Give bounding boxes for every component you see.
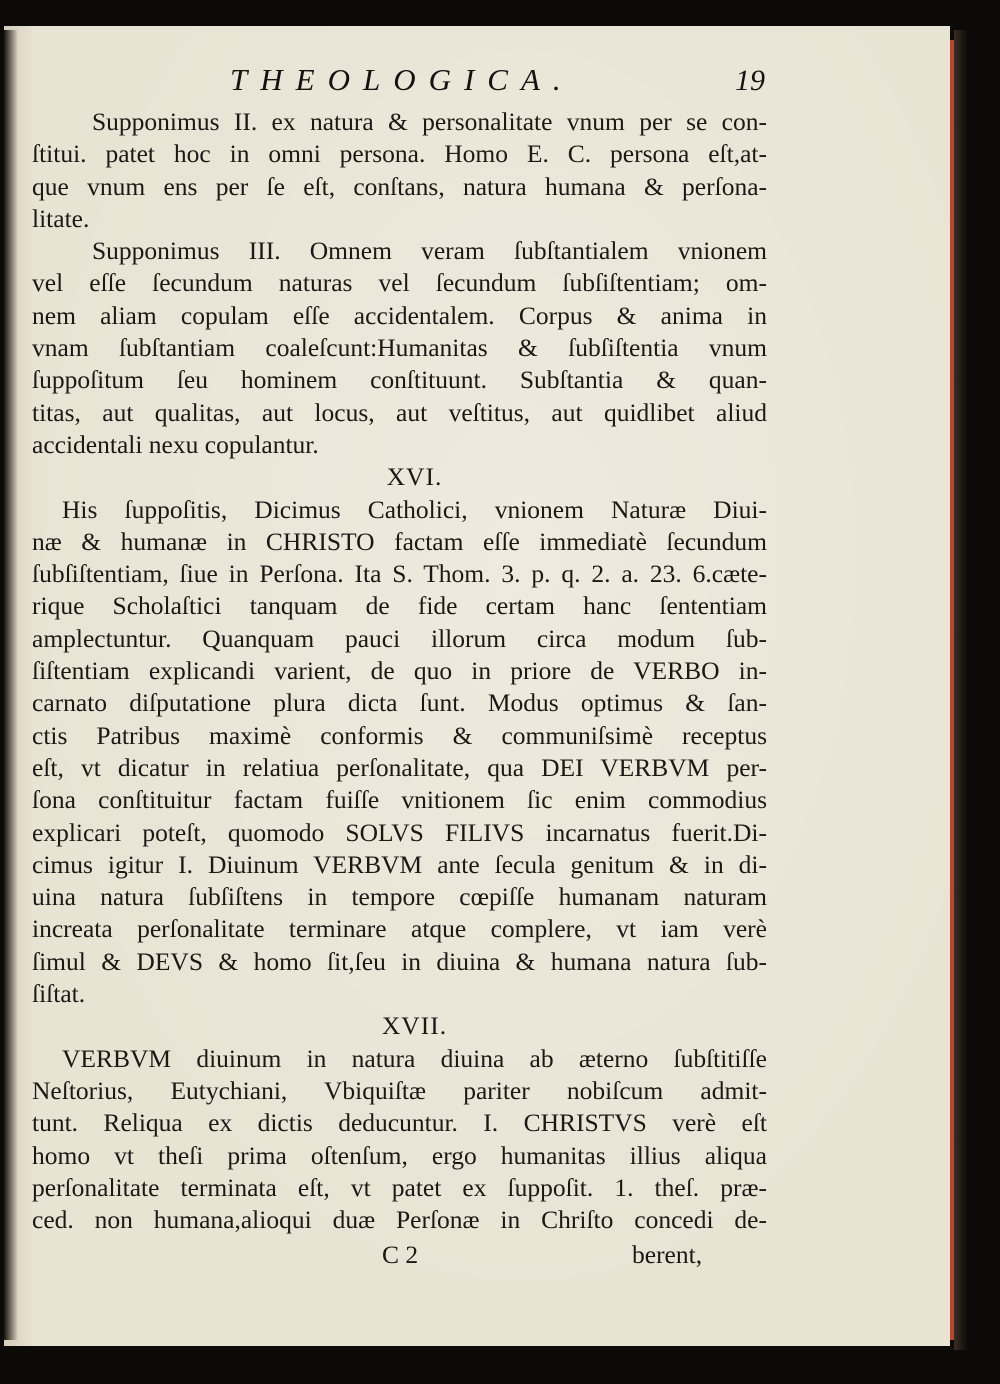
catchword: berent, (632, 1240, 703, 1269)
text-line: ſuppoſitum ſeu hominem conſtituunt. Subſtantia & quan- (32, 365, 767, 395)
text-line: tunt. Reliqua ex dictis deducuntur. I. CHRISTVS verè eſt (32, 1108, 767, 1138)
text-line: ctis Patribus maximè conformis & communiſsimè receptus (32, 720, 767, 750)
text-line: ſiſtat. (32, 979, 86, 1009)
text-line: eſt, vt dicatur in relatiua perſonalitate, qua DEI VERBVM per- (32, 752, 767, 782)
text-line: que vnum ens per ſe eſt, conſtans, natura humana & perſona- (32, 171, 767, 201)
text-line: nem aliam copulam eſſe accidentalem. Corpus & anima in (32, 300, 767, 330)
text-line: titas, aut qualitas, aut locus, aut veſtitus, aut quidlibet aliud (32, 397, 767, 427)
text-line: VERBVM diuinum in natura diuina ab æterno ſubſtitiſſe (62, 1043, 767, 1073)
page-edge-shadow (954, 30, 968, 1350)
text-line: Neſtorius, Eutychiani, Vbiquiſtæ pariter nobiſcum admit- (32, 1075, 767, 1105)
text-line: rique Scholaſtici tanquam de fide certam hanc ſententiam (32, 591, 767, 621)
text-line: perſonalitate terminata eſt, vt patet ex ſuppoſit. 1. theſ. præ- (32, 1172, 767, 1202)
text-line: ſimul & DEVS & homo ſit,ſeu in diuina & humana natura ſub- (32, 946, 767, 976)
text-line: ced. non humana,alioqui duæ Perſonæ in Chriſto concedi de- (32, 1205, 767, 1235)
text-line: explicari poteſt, quomodo SOLVS FILIVS incarnatus fuerit.Di- (32, 817, 767, 847)
text-line: increata perſonalitate terminare atque complere, vt iam verè (32, 914, 767, 944)
text-line: Supponimus II. ex natura & personalitate vnum per se con- (92, 107, 767, 136)
text-line: ſiſtentiam explicandi varient, de quo in priore de VERBO in- (32, 656, 767, 686)
section-heading: XVII. (381, 1011, 448, 1041)
text-line: ſubſiſtentiam, ſiue in Perſona. Ita S. Thom. 3. p. q. 2. a. 23. 6.cæte- (32, 559, 767, 589)
text-line: næ & humanæ in CHRISTO factam eſſe immediatè ſecundum (32, 526, 767, 556)
text-line: ſona conſtituitur factam fuiſſe vnitionem ſic enim commodius (32, 785, 767, 815)
text-line: cimus igitur I. Diuinum VERBVM ante ſecula genitum & in di- (32, 849, 767, 879)
page-body (32, 106, 767, 1236)
text-line: Supponimus III. Omnem veram ſubſtantialem vnionem (92, 236, 767, 266)
section-heading: XVI. (386, 462, 443, 492)
text-line: vel eſſe ſecundum naturas vel ſecundum ſubſiſtentiam; om- (32, 268, 767, 298)
binding-gutter (4, 30, 18, 1340)
running-title: THEOLOGICA. (230, 62, 574, 97)
text-line: vnam ſubſtantiam coaleſcunt:Humanitas & ſubſiſtentia vnum (32, 333, 767, 363)
text-line: ſtitui. patet hoc in omni persona. Homo E. C. persona eſt,at- (32, 139, 767, 169)
text-line: accidentali nexu copulantur. (32, 429, 319, 459)
text-line: uina natura ſubſiſtens in tempore cœpiſſe humanam naturam (32, 882, 767, 912)
running-head (200, 62, 765, 102)
text-line: homo vt theſi prima oſtenſum, ergo humanitas illius aliqua (32, 1140, 767, 1170)
page-number: 19 (735, 64, 765, 97)
text-line: amplectuntur. Quanquam pauci illorum circa modum ſub- (32, 623, 767, 653)
text-line: litate. (32, 203, 90, 233)
text-line: His ſuppoſitis, Dicimus Catholici, vnionem Naturæ Diui- (62, 494, 767, 524)
text-line: carnato diſputatione plura dicta ſunt. Modus optimus & ſan- (32, 688, 767, 718)
signature-mark: C 2 (382, 1240, 419, 1269)
